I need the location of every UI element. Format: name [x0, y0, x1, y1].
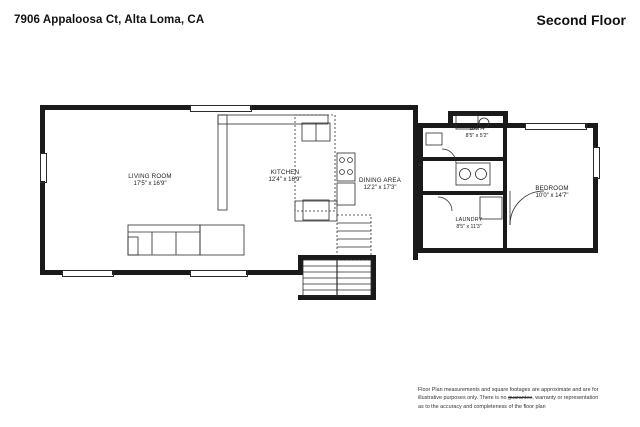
floor-title: Second Floor: [536, 12, 626, 28]
laundry-door-arc: [438, 197, 452, 211]
disclaimer-line-1: Floor Plan measurements and square footages are approximate and are for: [418, 387, 599, 393]
floor-plan-drawing: [40, 105, 600, 320]
dryer-icon: [476, 169, 487, 180]
disclaimer-line-2a: illustrative purposes only. There is no: [418, 395, 508, 402]
staircase: [303, 260, 371, 296]
sofa: [128, 225, 200, 255]
kitchen-sink-cabinet: [303, 200, 329, 220]
burner-icon: [340, 170, 345, 175]
burner-icon: [348, 158, 353, 163]
side-table: [200, 225, 244, 255]
laundry-appliance: [480, 197, 502, 219]
fixtures-layer: [40, 105, 600, 320]
room-label-laundry: LAUNDRY 8'5" x 11'3": [455, 217, 483, 230]
burner-icon: [340, 158, 345, 163]
washer-icon: [460, 169, 471, 180]
disclaimer-text: [418, 386, 618, 411]
laundry-counter: [456, 163, 490, 185]
armrest: [128, 237, 138, 255]
disclaimer-line-3: as to the accuracy and completeness of the floor plan: [418, 403, 546, 410]
burner-icon: [348, 170, 353, 175]
room-label-living-room: LIVING ROOM 17'5" x 16'9": [128, 173, 172, 187]
room-label-dining-area: DINING AREA 12'2" x 17'3": [358, 177, 402, 191]
room-label-bedroom: BEDROOM 10'0" x 14'7": [535, 185, 569, 199]
disclaimer-line-2b: , warranty or representation: [532, 395, 599, 402]
room-label-bath: BATH 8'5" x 5'2": [465, 126, 489, 139]
kitchen-counter-left: [218, 115, 227, 210]
bath-door-arc: [442, 149, 456, 163]
kitchen-island-bar: [295, 115, 335, 211]
room-label-kitchen: KITCHEN 12'4" x 16'9": [268, 169, 302, 183]
disclaimer-line-2: [418, 394, 618, 402]
staircase-upper: [337, 215, 371, 260]
property-address: 7906 Appaloosa Ct, Alta Loma, CA: [14, 14, 205, 26]
disclaimer-strike: guarantee: [508, 395, 533, 402]
